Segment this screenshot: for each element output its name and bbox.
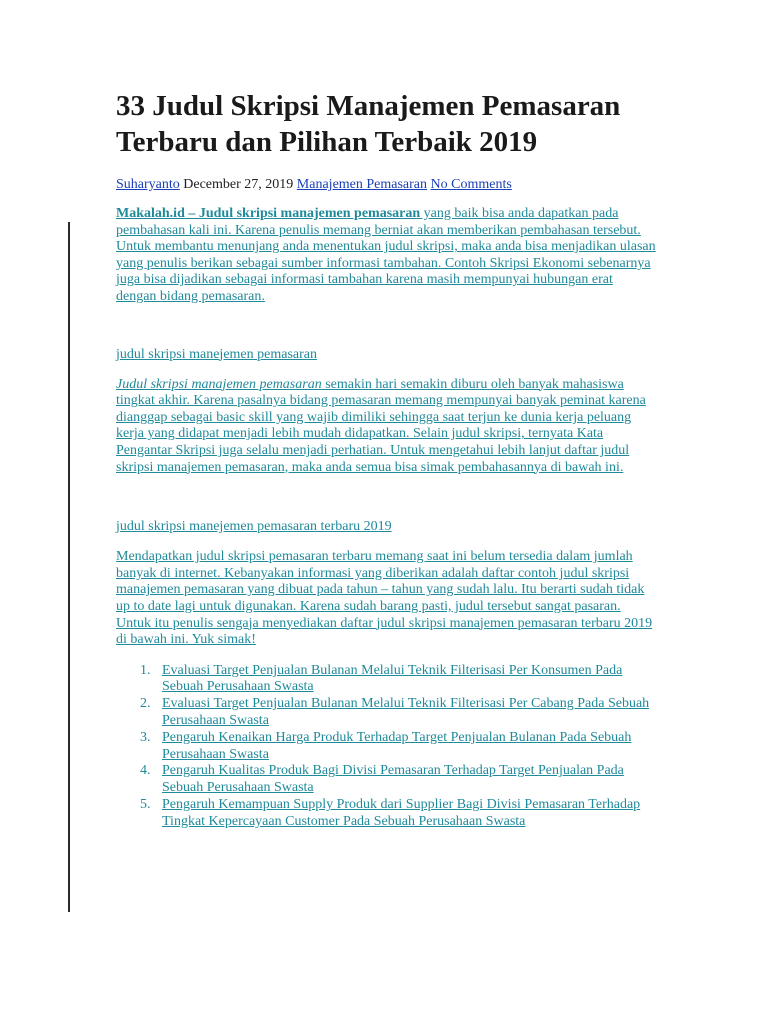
image-caption-2[interactable]: judul skripsi manejemen pemasaran terbaru 2019 bbox=[116, 519, 392, 535]
intro-paragraph bbox=[116, 206, 656, 306]
list-item[interactable]: 1. Evaluasi Target Penjualan Bulanan Melalui Teknik Filterisasi Per Konsumen Pada Sebuah Perusahaan Swasta bbox=[140, 662, 623, 695]
intro-bold-link[interactable]: Makalah.id – Judul skripsi manajemen pemasaran bbox=[116, 206, 421, 221]
image-caption-1[interactable]: judul skripsi manejemen pemasaran bbox=[116, 346, 317, 362]
list-item[interactable]: 3. Pengaruh Kenaikan Harga Produk Terhadap Target Penjualan Bulanan Pada Sebuah Perusahaan Swasta bbox=[140, 729, 632, 762]
comments-link[interactable]: No Comments bbox=[430, 177, 512, 192]
list-item[interactable]: 4. Pengaruh Kualitas Produk Bagi Divisi Pemasaran Terhadap Target Penjualan Pada Sebuah Perusahaan Swasta bbox=[140, 763, 624, 796]
article-meta bbox=[116, 176, 656, 194]
margin-rule bbox=[68, 222, 70, 912]
list-item[interactable]: 2. Evaluasi Target Penjualan Bulanan Melalui Teknik Filterisasi Per Cabang Pada Sebuah Perusahaan Swasta bbox=[140, 696, 650, 729]
title-list bbox=[116, 663, 656, 831]
third-paragraph: Mendapatkan judul skripsi pemasaran terbaru memang saat ini belum tersedia dalam jumlah banyak di internet. Kebanyakan informasi yang diberikan adalah daftar contoh judul skripsi manajemen pemasaran yang dibuat pada tahun – tahun yang sudah lalu. Itu berarti sudah tidak up to date lagi untuk digunakan. Karena sudah barang pasti, judul tersebut sangat pasaran. Untuk itu penulis sengaja menyediakan daftar judul skripsi manajemen pemasaran terbaru 2019 di bawah ini. Yuk simak! bbox=[116, 549, 653, 648]
post-date: December 27, 2019 bbox=[183, 177, 294, 192]
article-title: 33 Judul Skripsi Manajemen Pemasaran Terbaru dan Pilihan Terbaik 2019 bbox=[116, 90, 621, 158]
p2-text: semakin hari semakin diburu oleh banyak mahasiswa tingkat akhir. Karena pasalnya bidang pemasaran memang mempunyai banyak peminat karena dianggap sebagai basic skill yang wajib dimiliki sehingga saat terjun ke dunia kerja peluang kerja yang didapat menjadi lebih mudah didapatkan. Selain judul skripsi, ternyata Kata Pengantar Skripsi juga selalu menjadi perhatian. Untuk mengetahui lebih lanjut daftar judul skripsi manajemen pemasaran, maka anda semua bisa simak pembahasannya di bawah ini. bbox=[116, 376, 646, 475]
p2-italic-link[interactable]: Judul skripsi manajemen pemasaran bbox=[116, 376, 322, 392]
list-item[interactable]: 5. Pengaruh Kemampuan Supply Produk dari Supplier Bagi Divisi Pemasaran Terhadap Tingkat Kepercayaan Customer Pada Sebuah Perusahaan Swasta bbox=[140, 797, 641, 829]
intro-text: yang baik bisa anda dapatkan pada pembahasan kali ini. Karena penulis memang berniat akan memberikan pembahasan tersebut. Untuk membantu menunjang anda menentukan judul skripsi, maka anda bisa menjadikan ulasan yang penulis berikan sebagai sumber informasi tambahan. Contoh Skripsi Ekonomi sebenarnya juga bisa dijadikan sebagai informasi tambahan karena masih mempunyai hubungan erat dengan bidang pemasaran. bbox=[116, 206, 656, 304]
category-link[interactable]: Manajemen Pemasaran bbox=[296, 177, 428, 192]
article bbox=[116, 88, 656, 831]
author-link[interactable]: Suharyanto bbox=[116, 177, 180, 192]
second-paragraph bbox=[116, 377, 656, 477]
